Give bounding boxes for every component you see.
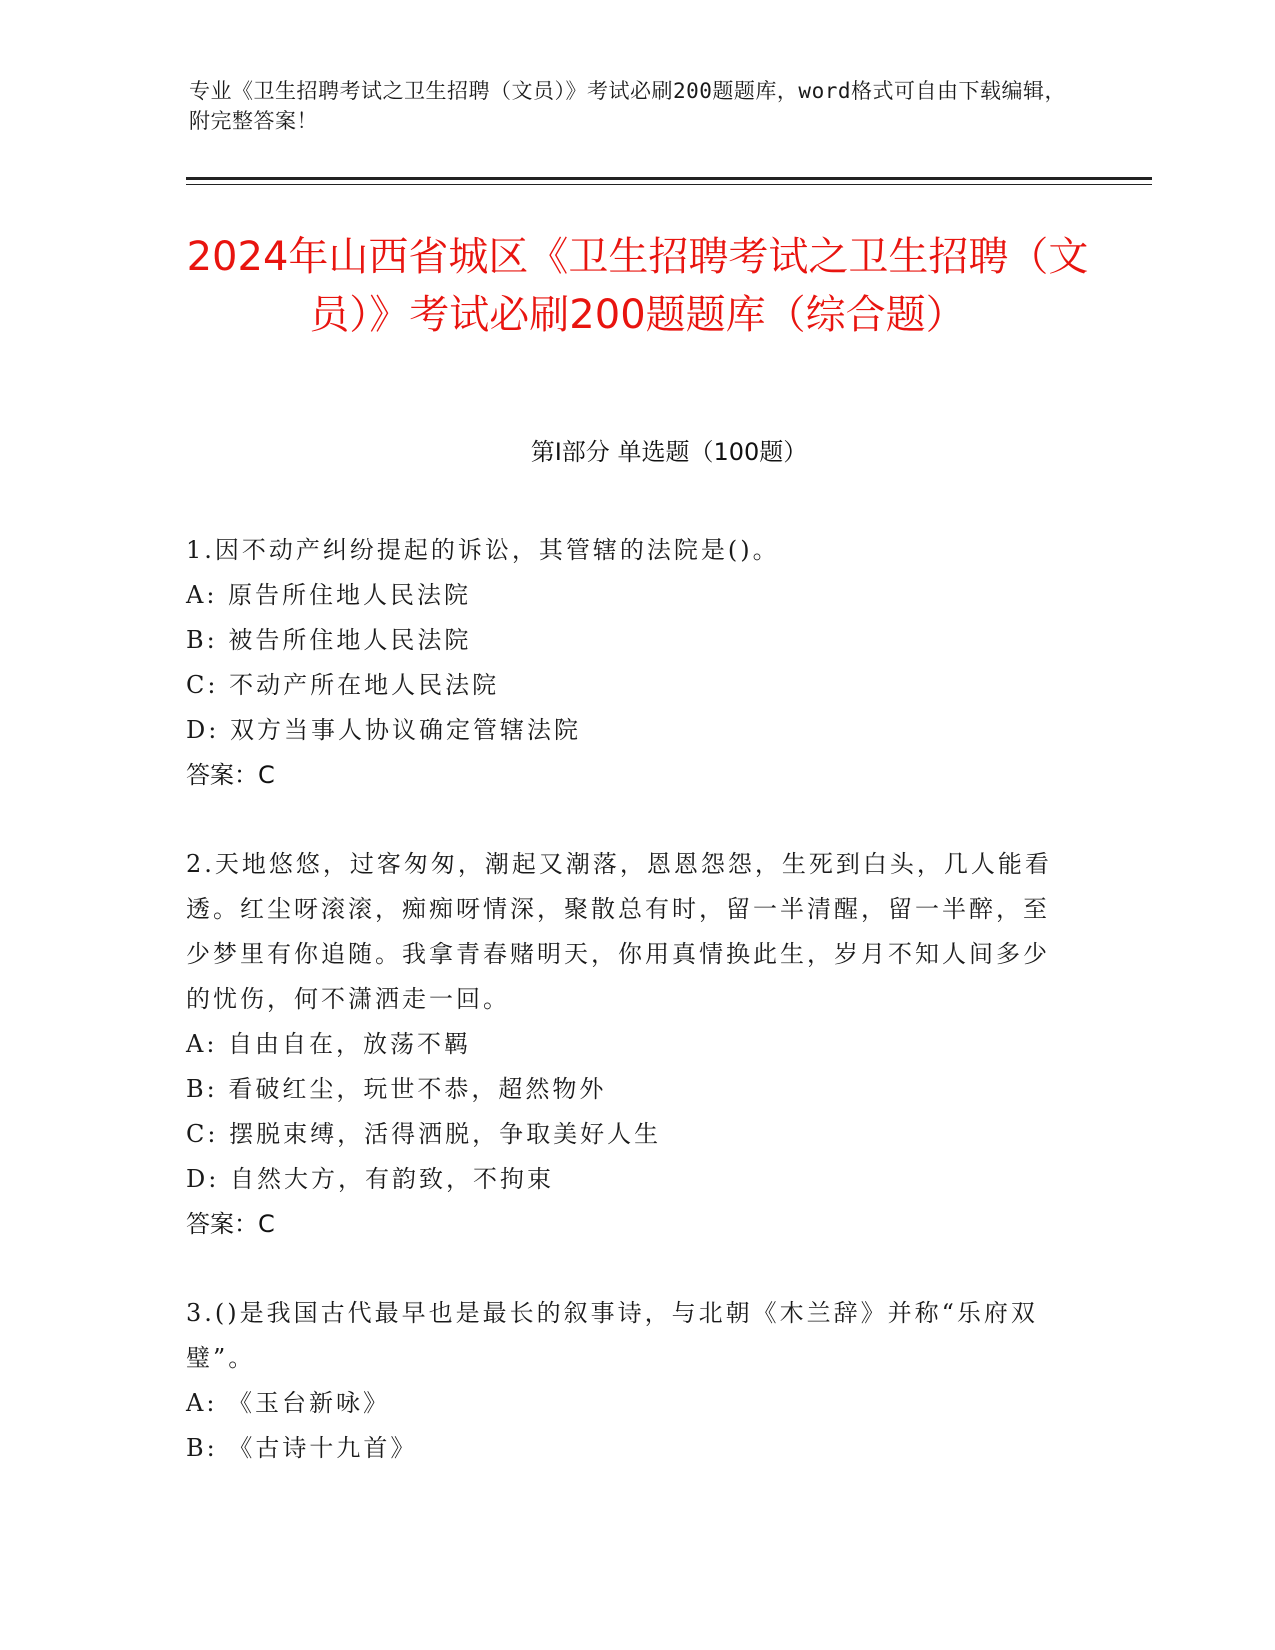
question-stem: 3.()是我国古代最早也是最长的叙事诗，与北朝《木兰辞》并称“乐府双璧”。 [186,1299,1038,1372]
option-b: B: 看破红尘，玩世不恭，超然物外 [186,1075,607,1103]
option-a: A: 《玉台新咏》 [186,1389,391,1417]
option-b: B: 《古诗十九首》 [186,1434,418,1462]
question-stem: 2.天地悠悠，过客匆匆，潮起又潮落，恩恩怨怨，生死到白头，几人能看透。红尘呀滚滚，痴痴呀情深，聚散总有时，留一半清醒，留一半醉，至少梦里有你追随。我拿青春赌明天，你用真情换此生，岁月不知人间多少的忧伤，何不潇洒走一回。 [186,850,1052,1013]
question-item [186,842,1066,1247]
option-d: D: 双方当事人协议确定管辖法院 [186,716,581,744]
option-b: B: 被告所住地人民法院 [186,626,472,654]
section-title: 第I部分 单选题（100题） [530,438,808,466]
option-c: C: 摆脱束缚，活得洒脱，争取美好人生 [186,1120,662,1148]
option-d: D: 自然大方，有韵致，不拘束 [186,1165,554,1193]
header-note: 专业《卫生招聘考试之卫生招聘（文员）》考试必刷200题题库，word格式可自由下载编辑，附完整答案！ [189,79,1066,133]
question-stem: 1.因不动产纠纷提起的诉讼，其管辖的法院是()。 [186,536,780,564]
question-list [186,528,1066,1515]
option-c: C: 不动产所在地人民法院 [186,671,500,699]
answer-line: 答案：C [186,1210,275,1238]
option-a: A: 原告所住地人民法院 [186,581,472,609]
question-item [186,1291,1066,1471]
header-divider-thin [186,184,1152,185]
answer-line: 答案：C [186,761,275,789]
header-divider [186,177,1152,180]
question-item [186,528,1066,798]
document-title: 2024年山西省城区《卫生招聘考试之卫生招聘（文员）》考试必刷200题题库（综合题） [186,234,1089,338]
option-a: A: 自由自在，放荡不羁 [186,1030,472,1058]
